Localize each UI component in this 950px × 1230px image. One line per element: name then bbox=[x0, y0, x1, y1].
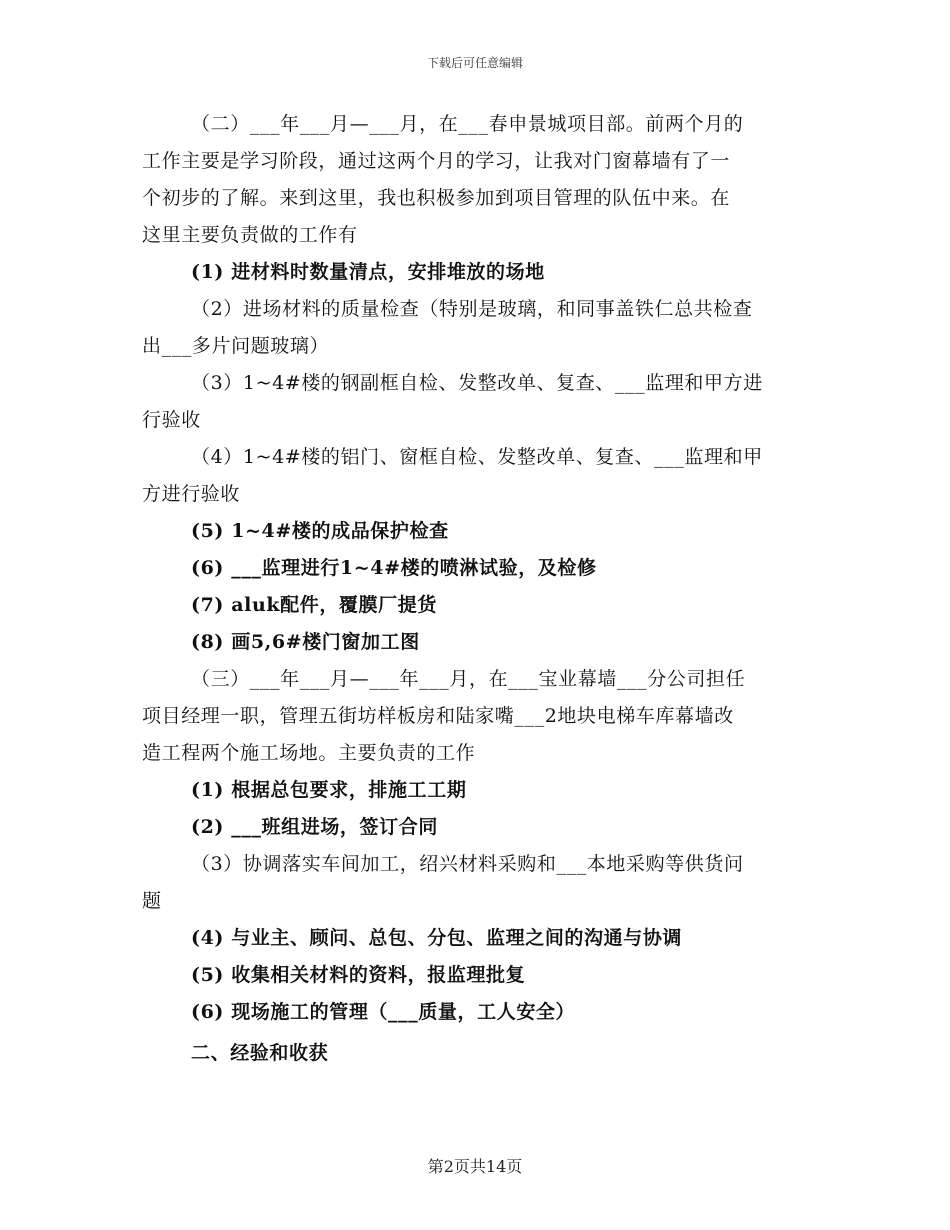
text-line: (1) 进材料时数量清点，安排堆放的场地 bbox=[191, 261, 545, 283]
body-text bbox=[142, 106, 812, 1072]
section-heading: 二、经验和收获 bbox=[191, 1042, 329, 1064]
text-line: (7) aluk配件，覆膜厂提货 bbox=[191, 594, 437, 616]
page-header: 下载后可任意编辑 bbox=[426, 56, 523, 70]
text-line: 出___多片问题玻璃） bbox=[142, 335, 330, 357]
text-line: (6) 现场施工的管理（___质量，工人安全） bbox=[191, 1001, 576, 1023]
text-line: (1) 根据总包要求，排施工工期 bbox=[191, 779, 467, 801]
text-line: 行验收 bbox=[142, 409, 201, 431]
text-line: (4) 与业主、顾问、总包、分包、监理之间的沟通与协调 bbox=[191, 927, 683, 949]
page-footer: 第2页共14页 bbox=[427, 1157, 523, 1176]
text-line: (5) 1~4#楼的成品保护检查 bbox=[191, 520, 449, 542]
text-line: （二）___年___月—___月，在___春申景城项目部。前两个月的 bbox=[191, 113, 744, 135]
text-line: (2) ___班组进场，签订合同 bbox=[191, 816, 438, 838]
text-line: （2）进场材料的质量检查（特别是玻璃，和同事盖铁仁总共检查 bbox=[191, 298, 753, 320]
text-line: （3）1~4#楼的钢副框自检、发整改单、复查、___监理和甲方进 bbox=[191, 372, 763, 394]
text-line: （3）协调落实车间加工，绍兴材料采购和___本地采购等供货问 bbox=[191, 853, 744, 875]
paragraph-lines bbox=[142, 106, 812, 1031]
text-line: 项目经理一职，管理五街坊样板房和陆家嘴___2地块电梯车库幕墙改 bbox=[142, 705, 734, 727]
text-line: (6) ___监理进行1~4#楼的喷淋试验，及检修 bbox=[191, 557, 597, 579]
text-line: （三）___年___月—___年___月，在___宝业幕墙___分公司担任 bbox=[191, 668, 746, 690]
text-line: 个初步的了解。来到这里，我也积极参加到项目管理的队伍中来。在 bbox=[142, 187, 731, 209]
text-line: 这里主要负责做的工作有 bbox=[142, 224, 358, 246]
text-line: 题 bbox=[142, 890, 162, 912]
text-line: （4）1~4#楼的铝门、窗框自检、发整改单、复查、___监理和甲 bbox=[191, 446, 763, 468]
text-line: 造工程两个施工场地。主要负责的工作 bbox=[142, 742, 476, 764]
text-line: 工作主要是学习阶段，通过这两个月的学习，让我对门窗幕墙有了一 bbox=[142, 150, 731, 172]
text-line: (8) 画5,6#楼门窗加工图 bbox=[191, 631, 420, 653]
text-line: 方进行验收 bbox=[142, 483, 241, 505]
text-line: (5) 收集相关材料的资料，报监理批复 bbox=[191, 964, 526, 986]
